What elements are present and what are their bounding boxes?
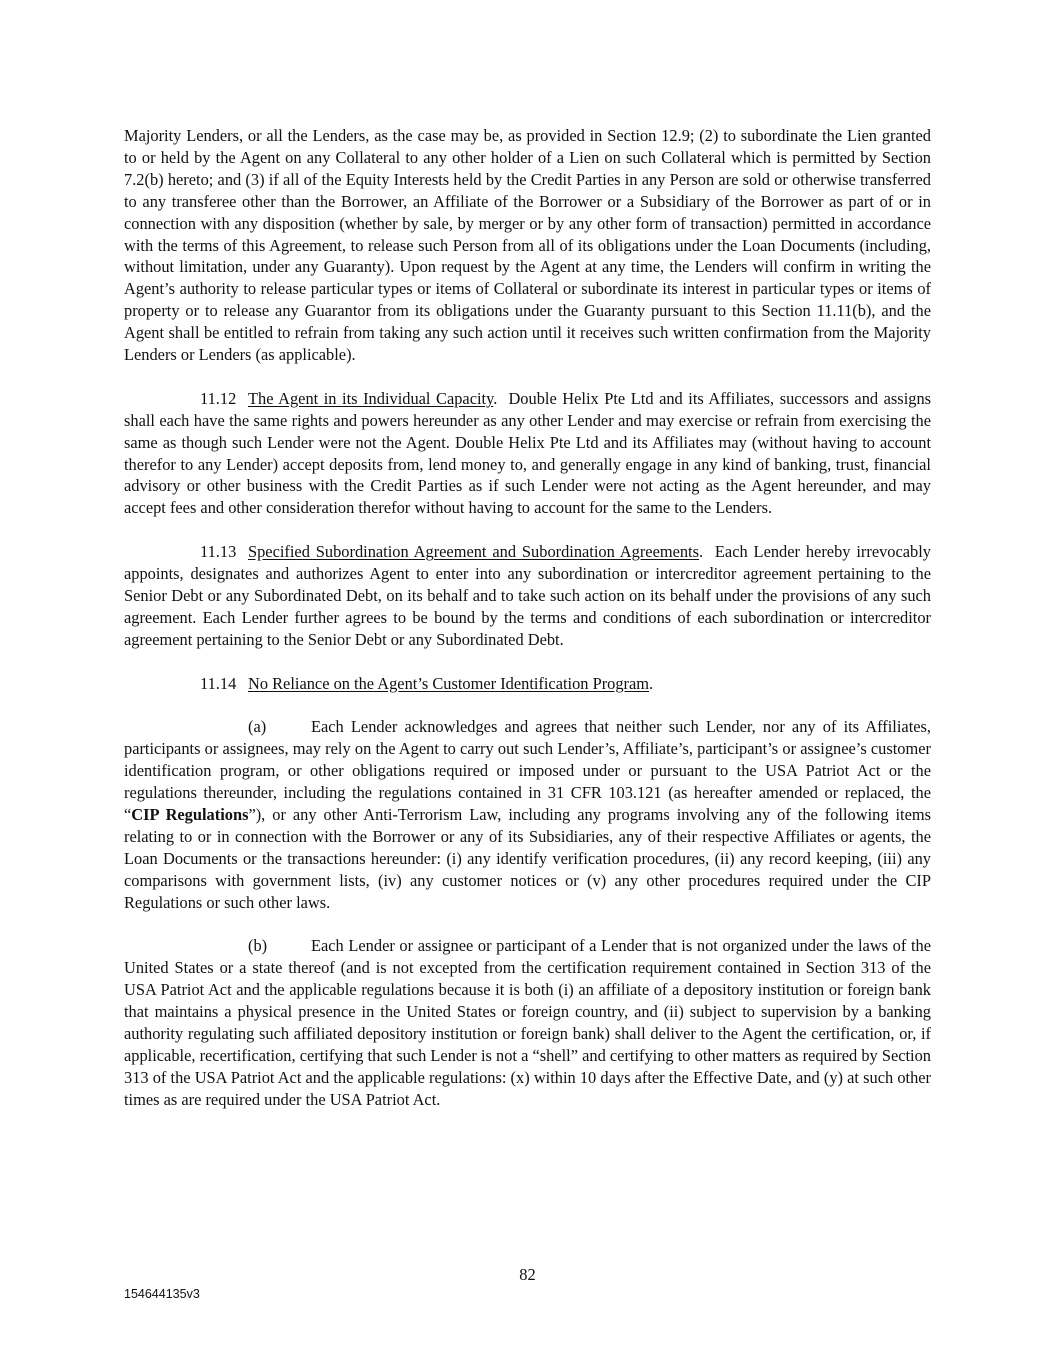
section-heading-period: .	[493, 388, 498, 408]
subsection-body-end: ”), or any other Anti-Terrorism Law, including any programs involving any of the following items relating to or in connection with the Borrower or any of its Subsidiaries, any of their respective Affiliates or agents, the Loan Documents or the transactions hereunder: (i) any identify verification procedures, (ii) any record keeping, (iii) any comparisons with government lists, (iv) any customer notices or (v) any other procedures required under the CIP Regulations or such other laws.	[124, 805, 931, 912]
document-page	[124, 125, 931, 1111]
subsection-body: Each Lender or assignee or participant of a Lender that is not organized under the laws of the United States or a state thereof (and is not excepted from the certification requirement contained in Section 313 of the USA Patriot Act and the applicable regulations because it is both (i) an affiliate of a depository institution or foreign bank that maintains a physical presence in the United States or foreign country, and (ii) subject to supervision by a banking authority regulating such affiliated depository institution or foreign bank) shall deliver to the Agent the certification, or, if applicable, recertification, certifying that such Lender is not a “shell” and certifying to other matters as required by Section 313 of the USA Patriot Act and the applicable regulations: (x) within 10 days after the Effective Date, and (y) at such other times as are required under the USA Patriot Act.	[124, 936, 931, 1109]
subsection-label: (a)	[248, 717, 267, 737]
subsection-11-14-b	[124, 935, 931, 1110]
defined-term-cip-regulations: CIP Regulations	[131, 805, 249, 825]
page-number: 82	[519, 1265, 536, 1284]
continuation-paragraph: Majority Lenders, or all the Lenders, as the case may be, as provided in Section 12.9; (2) to subordinate the Lien granted to or held by the Agent on any Collateral to any other holder of a Lien on such Collateral which is permitted by Section 7.2(b) hereto; and (3) if all of the Equity Interests held by the Credit Parties in any Person are sold or otherwise transferred to any transferee other than the Borrower, an Affiliate of the Borrower or a Subsidiary of the Borrower as part of or in connection with any disposition (whether by sale, by merger or by any other form of transaction) permitted in accordance with the terms of this Agreement, to release such Person from all of its obligations under the Loan Documents (including, without limitation, under any Guaranty). Upon request by the Agent at any time, the Lenders will confirm in writing the Agent’s authority to release particular types or items of Collateral or subordinate its interest in particular types or items of property or to release any Guarantor from its obligations under the Guaranty pursuant to this Section 11.11(b), and the Agent shall be entitled to refrain from taking any such action until it receives such written confirmation from the Majority Lenders or Lenders (as applicable).	[124, 126, 931, 365]
section-heading-period: .	[699, 542, 704, 562]
section-11-13	[124, 541, 931, 651]
section-heading: Specified Subordination Agreement and Subordination Agreements	[248, 542, 699, 562]
document-id: 154644135v3	[124, 1287, 200, 1301]
subsection-11-14-a	[124, 716, 931, 913]
section-number: 11.14	[200, 673, 237, 693]
section-number: 11.13	[200, 542, 237, 562]
subsection-label: (b)	[248, 936, 268, 956]
section-heading: The Agent in its Individual Capacity	[248, 388, 494, 408]
subsection-body-start: Each Lender acknowledges and agrees that neither such Lender, nor any of its Affiliates, participants or assignees, may rely on the Agent to carry out such Lender’s, Affiliate’s, participant’s or assignee’s customer identification program, or other obligations required or imposed under or pursuant to the USA Patriot Act or the regulations thereunder, including the regulations contained in 31 CFR 103.121 (as hereafter amended or replaced, the “	[124, 717, 931, 825]
section-heading: No Reliance on the Agent’s Customer Identification Program	[248, 673, 650, 693]
section-body: Double Helix Pte Ltd and its Affiliates, successors and assigns shall each have the same rights and powers hereunder as any other Lender and may exercise or refrain from exercising the same as though such Lender were not the Agent. Double Helix Pte Ltd and its Affiliates may (without having to account therefor to any Lender) accept deposits from, lend money to, and generally engage in any kind of banking, trust, financial advisory or other business with the Credit Parties as if such Lender were not acting as the Agent hereunder, and may accept fees and other consideration therefor without having to account for the same to the Lenders.	[124, 388, 932, 518]
section-heading-period: .	[649, 673, 654, 693]
section-number: 11.12	[200, 388, 237, 408]
section-11-12	[124, 388, 931, 519]
section-body: Each Lender hereby irrevocably appoints, designates and authorizes Agent to enter into any subordination or intercreditor agreement pertaining to the Senior Debt or any Subordinated Debt, on its behalf and to take such action on its behalf under the provisions of any such agreement. Each Lender further agrees to be bound by the terms and conditions of each subordination or intercreditor agreement pertaining to the Senior Debt or any Subordinated Debt.	[124, 542, 931, 649]
section-11-14	[124, 673, 931, 695]
